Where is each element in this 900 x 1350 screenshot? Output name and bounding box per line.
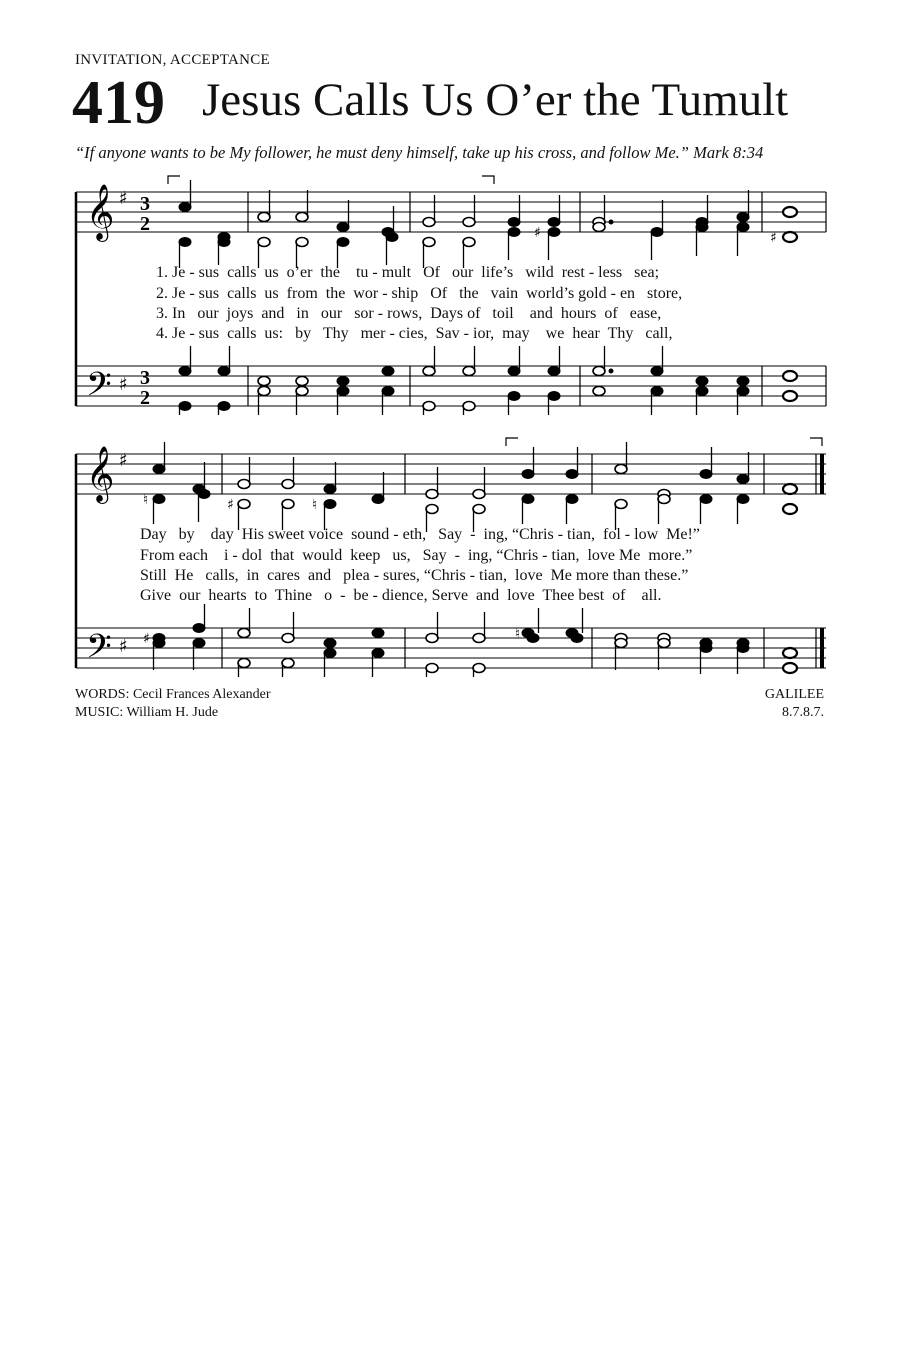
music-system-1 xyxy=(0,170,900,415)
verse-2-lyrics: 2. Je - sus calls us from the wor - ship Of the vain world’s gold - en store, xyxy=(156,285,683,302)
phrase-bracket xyxy=(168,176,180,184)
treble-clef-icon: 𝄞 xyxy=(86,446,115,502)
credits xyxy=(75,686,271,722)
tune-info xyxy=(765,686,824,722)
svg-text:♯: ♯ xyxy=(534,225,541,241)
meter: 8.7.8.7. xyxy=(782,705,824,720)
bass-notes xyxy=(153,604,797,677)
treble-clef-icon: 𝄞 xyxy=(86,184,115,240)
svg-text:3: 3 xyxy=(140,193,150,215)
tune-name: GALILEE xyxy=(764,687,824,702)
bass-staff xyxy=(76,628,826,668)
phrase-bracket xyxy=(506,438,518,446)
bass-notes xyxy=(179,346,797,415)
treble-staff xyxy=(76,454,826,494)
svg-text:2: 2 xyxy=(140,387,150,409)
bass-clef-icon: 𝄢 xyxy=(86,628,112,674)
svg-text:♮: ♮ xyxy=(143,492,149,508)
key-signature-sharp-icon: ♯ xyxy=(119,374,128,395)
verse-3-lyrics: Still He calls, in cares and plea - sures, “Chris - tian, love Me more than these.” xyxy=(140,567,689,584)
verse-4-lyrics: Give our hearts to Thine o - be - dience, Serve and love Thee best of all. xyxy=(140,587,662,604)
time-signature xyxy=(140,193,150,409)
svg-text:♯: ♯ xyxy=(227,497,234,513)
key-signature-sharp-icon: ♯ xyxy=(119,636,128,657)
svg-text:♮: ♮ xyxy=(312,497,318,513)
treble-notes xyxy=(153,442,797,532)
key-signature-sharp-icon: ♯ xyxy=(119,450,128,471)
verse-1-lyrics: Day by day His sweet voice sound - eth, Say - ing, “Chris - tian, fol - low Me!” xyxy=(140,526,700,543)
key-signature-sharp-icon: ♯ xyxy=(119,188,128,209)
svg-text:♮: ♮ xyxy=(515,626,521,642)
svg-text:3: 3 xyxy=(140,367,150,389)
bass-clef-icon: 𝄢 xyxy=(86,366,112,412)
hymn-title: Jesus Calls Us O’er the Tumult xyxy=(202,74,789,126)
verse-2-lyrics: From each i - dol that would keep us, Say - ing, “Chris - tian, love Me more.” xyxy=(140,547,693,564)
phrase-bracket xyxy=(482,176,494,184)
final-barline xyxy=(816,454,822,668)
treble-notes xyxy=(179,180,797,268)
svg-text:2: 2 xyxy=(140,213,150,235)
hymn-number: 419 xyxy=(72,69,165,137)
treble-staff xyxy=(76,192,826,232)
verse-3-lyrics: 3. In our joys and in our sor - rows, Days of toil and hours of ease, xyxy=(156,305,662,322)
scripture-quote: “If anyone wants to be My follower, he must deny himself, take up his cross, and follow Me.” Mark 8:34 xyxy=(75,143,764,162)
svg-text:♯: ♯ xyxy=(770,230,777,246)
verse-4-lyrics: 4. Je - sus calls us: by Thy mer - cies, Sav - ior, may we hear Thy call, xyxy=(156,325,673,342)
verse-1-lyrics: 1. Je - sus calls us o’er the tu - mult Of our life’s wild rest - less sea; xyxy=(156,264,660,281)
words-credit: WORDS: Cecil Frances Alexander xyxy=(75,687,271,702)
svg-text:♯: ♯ xyxy=(143,631,150,647)
music-system-2 xyxy=(0,432,900,677)
music-credit: MUSIC: William H. Jude xyxy=(75,705,219,720)
phrase-bracket xyxy=(810,438,822,446)
hymn-category: INVITATION, ACCEPTANCE xyxy=(75,52,271,68)
